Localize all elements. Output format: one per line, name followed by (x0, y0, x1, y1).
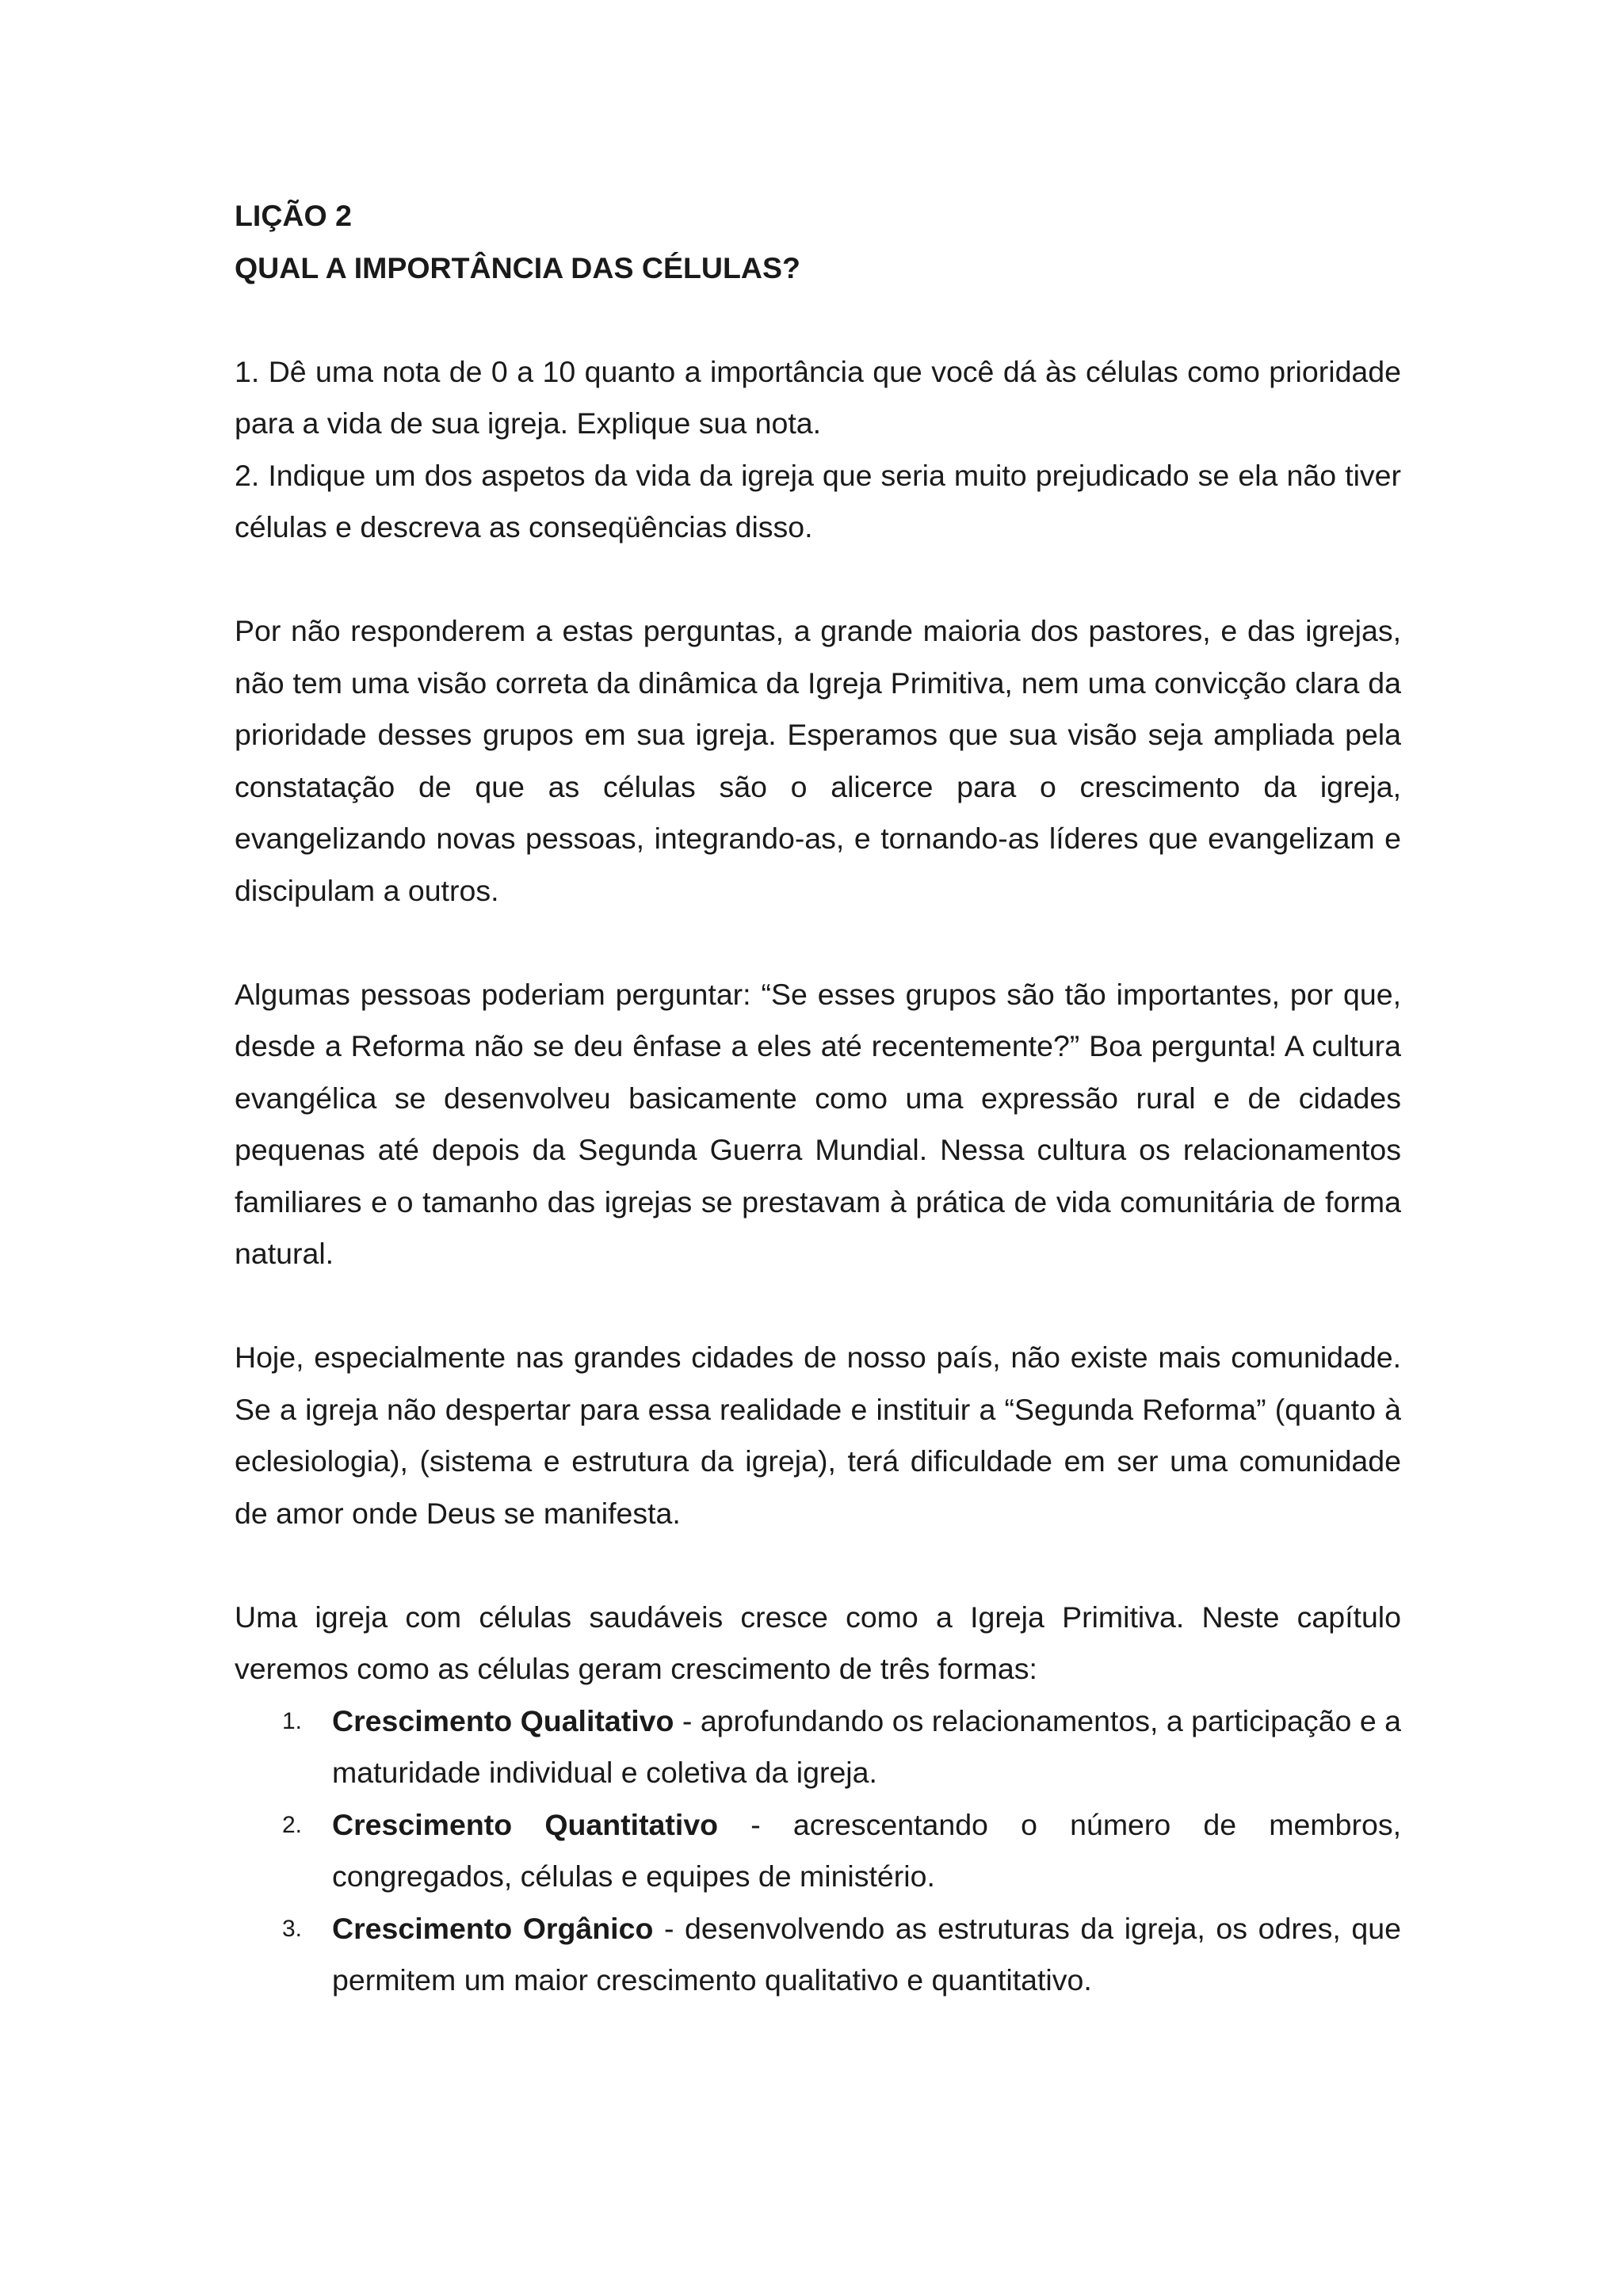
paragraph-1: Por não responderem a estas perguntas, a grande maioria dos pastores, e das igrejas, não tem uma visão correta da dinâmica da Igreja Primitiva, nem uma convicção clara da prioridade desses grupos em sua igreja. Esperamos que sua visão seja ampliada pela constatação de que as células são o alicerce para o crescimento da igreja, evangelizando novas pessoas, integrando-as, e tornando-as líderes que evangelizam e discipulam a outros. (235, 614, 1401, 907)
paragraph-4: Uma igreja com células saudáveis cresce como a Igreja Primitiva. Neste capítulo veremos como as células geram crescimento de três formas: (235, 1600, 1401, 1685)
list-item-term: Crescimento Orgânico (332, 1911, 654, 1945)
list-item-term: Crescimento Qualitativo (332, 1703, 674, 1737)
lesson-number: LIÇÃO 2 (235, 199, 352, 232)
list-item-term: Crescimento Quantitativo (332, 1807, 719, 1841)
list-item-number: 3. (282, 1915, 303, 1942)
growth-list (235, 1695, 1401, 2007)
question-2: 2. Indique um dos aspetos da vida da igreja que seria muito prejudicado se ela não tiver células e descreva as conseqüências disso. (235, 458, 1401, 543)
list-item (235, 1799, 1401, 1903)
list-item-description: - desenvolvendo as estruturas da igreja, os odres, que permitem um maior crescimento qualitativo e quantitativo. (332, 1911, 1401, 1997)
spacer (235, 1280, 1401, 1333)
list-item (235, 1903, 1401, 2007)
list-item-number: 2. (282, 1811, 303, 1838)
spacer (235, 294, 1401, 346)
paragraph-2: Algumas pessoas poderiam perguntar: “Se esses grupos são tão importantes, por que, desde a Reforma não se deu ênfase a eles até recentemente?” Boa pergunta! A cultura evangélica se desenvolveu basicamente como uma expressão rural e de cidades pequenas até depois da Segunda Guerra Mundial. Nessa cultura os relacionamentos familiares e o tamanho das igrejas se prestavam à prática de vida comunitária de forma natural. (235, 977, 1401, 1270)
spacer (235, 554, 1401, 606)
lesson-title: QUAL A IMPORTÂNCIA DAS CÉLULAS? (235, 250, 800, 284)
list-item-description: - acrescentando o número de membros, congregados, células e equipes de ministério. (332, 1807, 1401, 1893)
document-page (235, 190, 1401, 2007)
list-item (235, 1695, 1401, 1799)
question-1: 1. Dê uma nota de 0 a 10 quanto a importância que você dá às células como prioridade para a vida de sua igreja. Explique sua nota. (235, 354, 1401, 440)
spacer (235, 1539, 1401, 1592)
list-item-description: - aprofundando os relacionamentos, a participação e a maturidade individual e coletiva da igreja. (332, 1703, 1401, 1789)
spacer (235, 917, 1401, 969)
list-item-number: 1. (282, 1707, 303, 1734)
paragraph-3: Hoje, especialmente nas grandes cidades de nosso país, não existe mais comunidade. Se a igreja não despertar para essa realidade e instituir a “Segunda Reforma” (quanto à eclesiologia), (sistema e estrutura da igreja), terá dificuldade em ser uma comunidade de amor onde Deus se manifesta. (235, 1341, 1401, 1530)
